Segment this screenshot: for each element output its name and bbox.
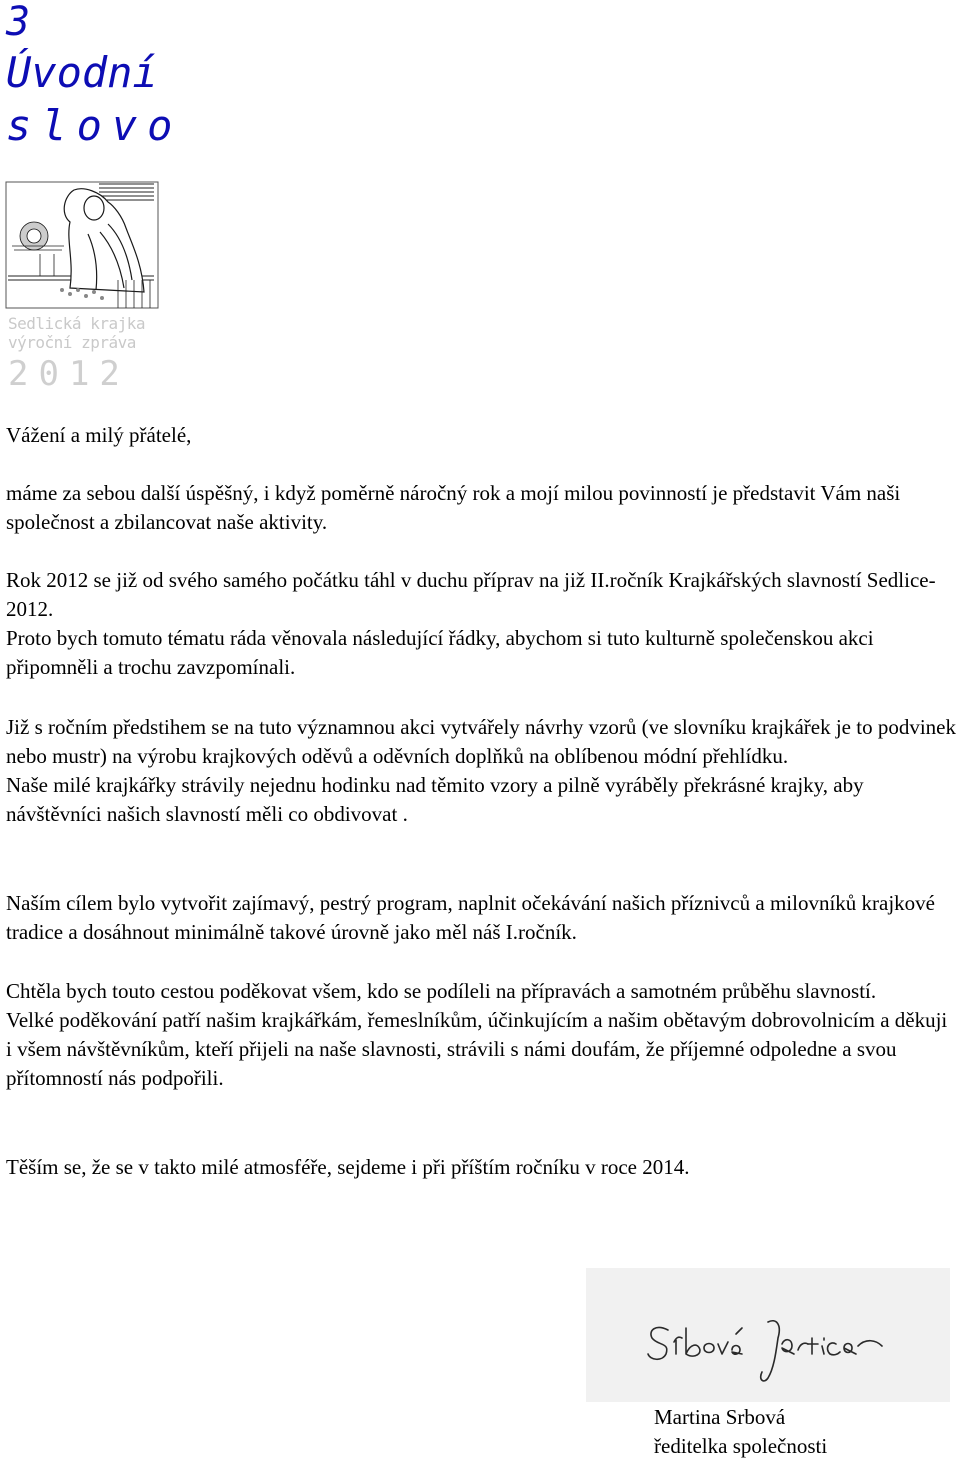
sidebar-org-name: Sedlická krajka <box>8 314 145 333</box>
paragraph-text: Chtěla bych touto cestou poděkovat všem, kdo se podíleli na přípravách a samotném průběhu slavností. <box>6 979 877 1003</box>
paragraph-text: Již s ročním předstihem se na tuto významnou akci vytvářely návrhy vzorů (ve slovníku krajkářek je to podvinek nebo mustr) na výrobu krajkových oděvů a oděvních doplňků na oblíbenou módní přehlídku. <box>6 715 956 768</box>
paragraph-text: Rok 2012 se již od svého samého počátku táhl v duchu příprav na již II.ročník Krajkářských slavností Sedlice-2012. <box>6 568 936 621</box>
paragraph-text: máme za sebou další úspěšný, i když poměrně náročný rok a mojí milou povinností je představit Vám naši společnost a zbilancovat naše aktivity. <box>6 481 901 534</box>
letter-paragraph-2 <box>6 566 958 682</box>
sidebar-year: 2012 <box>8 354 130 394</box>
chapter-title: Úvodní <box>6 48 158 97</box>
paragraph-text: Velké poděkování patří našim krajkářkám, řemeslníkům, účinkujícím a našim obětavým dobrovolnicím a děkuji i všem návštěvníkům, kteří přijeli na naše slavnosti, strávili s námi doufám, že příjemné odpoledne a svou přítomností nás podpořili. <box>6 1008 948 1090</box>
handwritten-signature <box>586 1268 950 1402</box>
art-nouveau-illustration <box>4 180 160 310</box>
paragraph-text: Těším se, že se v takto milé atmosféře, sejdeme i při příštím ročníku v roce 2014. <box>6 1155 690 1179</box>
sidebar-report-name: výroční zpráva <box>8 333 136 352</box>
letter-paragraph-1 <box>6 479 958 537</box>
letter-paragraph-3 <box>6 713 958 829</box>
letter-paragraph-4 <box>6 889 958 947</box>
letter-paragraph-5 <box>6 977 958 1093</box>
paragraph-text: Naše milé krajkářky strávily nejednu hodinku nad těmito vzory a pilně vyráběly překrásné krajky, aby návštěvníci našich slavností měli co obdivovat . <box>6 773 864 826</box>
paragraph-text: Proto bych tomuto tématu ráda věnovala následující řádky, abychom si tuto kulturně společenskou akci připomněli a trochu zavzpomínali. <box>6 626 874 679</box>
letter-closing <box>6 1153 958 1182</box>
paragraph-text: Naším cílem bylo vytvořit zajímavý, pestrý program, naplnit očekávání našich příznivců a milovníků krajkové tradice a dosáhnout minimálně takové úrovně jako měl náš I.ročník. <box>6 891 936 944</box>
letter-greeting <box>6 421 958 450</box>
signer-name: Martina Srbová <box>654 1405 786 1429</box>
signer-role: ředitelka společnosti <box>654 1434 828 1458</box>
chapter-subtitle: slovo <box>6 101 183 150</box>
greeting-text: Vážení a milý přátelé, <box>6 423 192 447</box>
chapter-number: 3 <box>6 0 31 45</box>
